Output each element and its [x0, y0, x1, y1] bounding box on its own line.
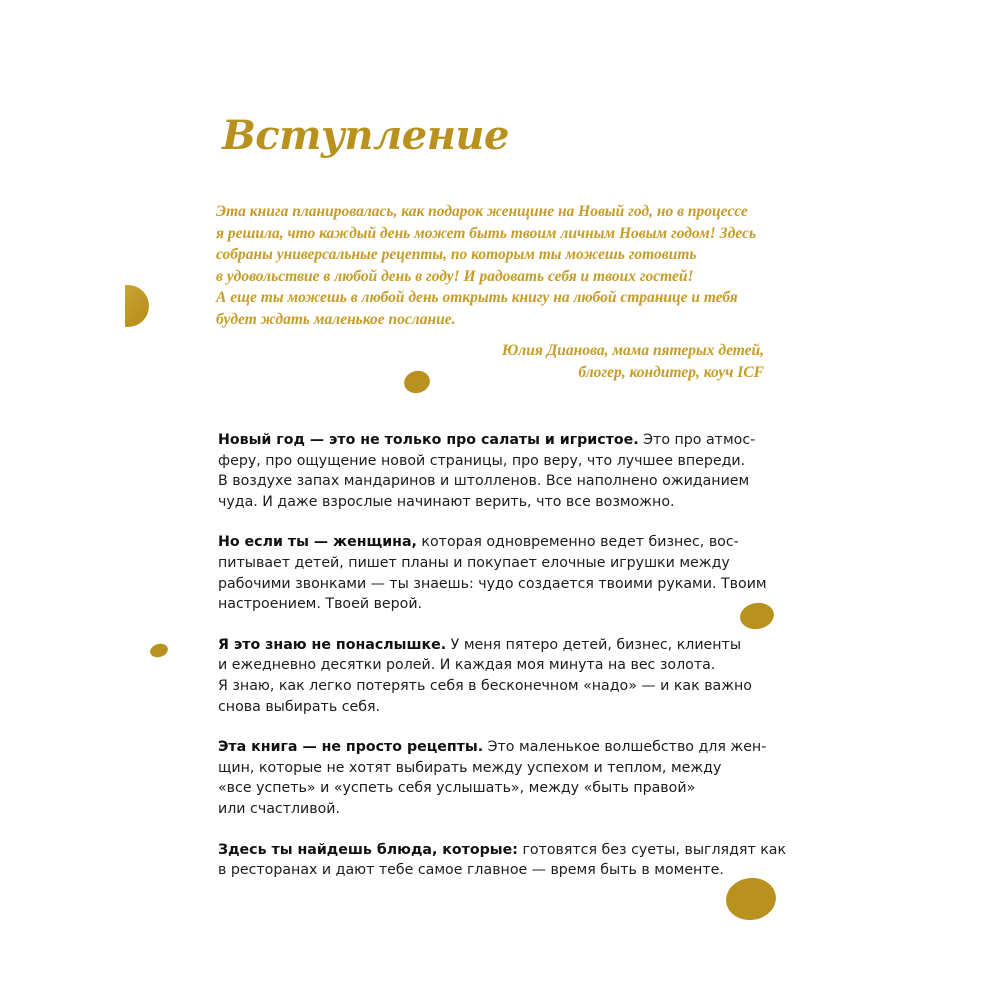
paragraph	[218, 532, 778, 614]
paragraph-lead: Здесь ты найдешь блюда, которые:	[218, 841, 518, 858]
paragraph-lead: Эта книга — не просто рецепты.	[218, 739, 484, 756]
paragraph-line: и ежедневно десятки ролей. И каждая моя минута на вес золота.	[218, 657, 716, 674]
paragraph-line: «все успеть» и «успеть себя услышать», между «быть правой»	[218, 780, 696, 797]
paragraph	[218, 430, 778, 512]
paragraph-text: У меня пятеро детей, бизнес, клиенты	[446, 636, 742, 653]
paragraph-line: питывает детей, пишет планы и покупает елочные игрушки между	[218, 554, 730, 571]
epigraph-line: А еще ты можешь в любой день открыть книгу на любой странице и тебя	[216, 289, 738, 307]
epigraph-line: в удовольствие в любой день в году! И радовать себя и твоих гостей!	[216, 267, 694, 285]
paragraph-text: Это про атмос-	[638, 432, 756, 448]
paragraph-line: или счастливой.	[218, 800, 341, 817]
body-text	[218, 430, 787, 901]
paragraph-lead: Новый год — это не только про салаты и игристое.	[218, 432, 639, 448]
signature-line: Юлия Дианова, мама пятерых детей,	[501, 342, 764, 359]
gold-dot-decoration	[125, 285, 149, 327]
paragraph-line: в ресторанах и дают тебе самое главное — время быть в моменте.	[218, 862, 724, 879]
paragraph-line: Я знаю, как легко потерять себя в бесконечном «надо» — и как важно	[218, 677, 752, 694]
paragraph-line	[218, 532, 778, 553]
paragraph-text: Это маленькое волшебство для жен-	[483, 739, 767, 756]
paragraph-line: снова выбирать себя.	[218, 698, 381, 715]
paragraph	[218, 737, 778, 819]
paragraph-lead: Я это знаю не понаслышке.	[218, 636, 447, 653]
paragraph-line: феру, про ощущение новой страницы, про веру, что лучшее впереди.	[218, 452, 746, 469]
paragraph-lead: Но если ты — женщина,	[218, 534, 417, 551]
signature-line: блогер, кондитер, коуч ICF	[578, 363, 764, 381]
epigraph-line: собраны универсальные рецепты, по которым ты можешь готовить	[216, 246, 697, 264]
paragraph-line: В воздухе запах мандаринов и штолленов. Все наполнено ожиданием	[218, 473, 750, 490]
paragraph-line	[218, 635, 778, 656]
epigraph-line: я решила, что каждый день может быть твоим личным Новым годом! Здесь	[216, 224, 757, 242]
paragraph-line	[218, 430, 778, 451]
paragraph-text: которая одновременно ведет бизнес, вос-	[416, 534, 739, 551]
epigraph-line: будет ждать маленькое послание.	[216, 310, 456, 328]
page-title: Вступление	[222, 112, 509, 159]
epigraph	[216, 201, 786, 331]
paragraph-text: готовятся без суеты, выглядят как	[517, 841, 787, 858]
paragraph	[218, 635, 778, 717]
paragraph-line	[218, 737, 778, 758]
paragraph	[218, 840, 787, 881]
paragraph-line: рабочими звонками — ты знаешь: чудо создается твоими руками. Твоим	[218, 575, 767, 592]
paragraph-line	[218, 840, 787, 861]
gold-dot-decoration	[402, 368, 433, 396]
gold-dot-decoration	[149, 642, 170, 659]
paragraph-line: настроением. Твоей верой.	[218, 596, 423, 613]
epigraph-signature	[502, 340, 764, 383]
paragraph-line: чуда. И даже взрослые начинают верить, что все возможно.	[218, 493, 675, 510]
epigraph-line: Эта книга планировалась, как подарок женщине на Новый год, но в процессе	[216, 203, 748, 220]
paragraph-line: щин, которые не хотят выбирать между успехом и теплом, между	[218, 759, 722, 776]
